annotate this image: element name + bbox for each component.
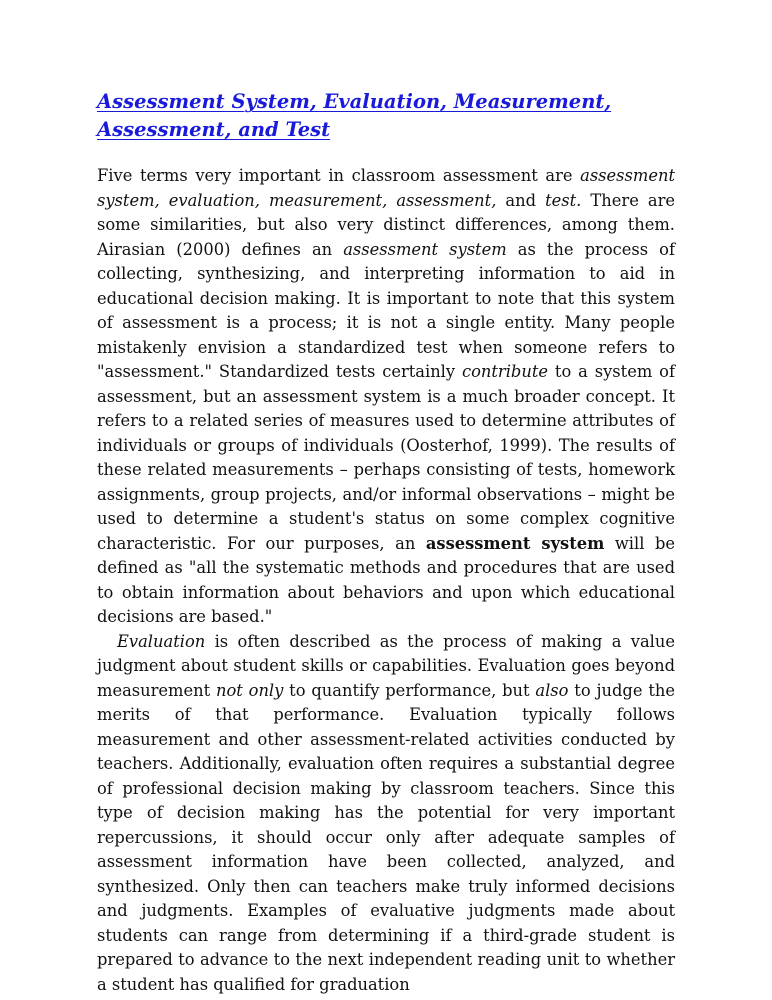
section-heading-link[interactable]: Assessment System, Evaluation, Measurement, Assessment, and Test <box>97 90 612 141</box>
emphasis-text: assessment system, evaluation, measurement, assessment, <box>97 166 675 210</box>
text-segment: to judge the merits of that performance. Evaluation typically follows measurement and other assessment-related activities conducted by teachers. Additionally, evaluation often requires a substantial degree of professional decision making by classroom teachers. Since this type of decision making has the potential for very important repercussions, it should occur only after adequate samples of assessment information have been collected, analyzed, and synthesized. Only then can teachers make truly informed decisions and judgments. Examples of evaluative judgments made about students can range from determining if a third-grade student is prepared to advance to the next independent reading unit to whether a student has qualified for graduation <box>97 680 675 994</box>
text-segment: to a system of assessment, but an assessment system is a much broader concept. It refers to a related series of measures used to determine attributes of individuals or groups of individuals (Oosterhof, 1999). The results of these related measurements – perhaps consisting of tests, homework assignments, group projects, and/or informal observations – might be used to determine a student's status on some complex cognitive characteristic. For our purposes, an <box>97 362 675 553</box>
paragraph-assessment-system <box>97 164 675 630</box>
text-segment: Five terms very important in classroom assessment are <box>97 166 581 185</box>
emphasis-text: not only <box>215 680 284 700</box>
emphasis-text: contribute <box>461 362 549 381</box>
text-segment: and <box>496 190 546 210</box>
text-segment: There are some similarities, but also very distinct differences, among them. Airasian (2000) defines an <box>97 190 676 259</box>
paragraph-evaluation <box>97 630 675 998</box>
emphasis-text: assessment system <box>343 239 507 259</box>
emphasis-text: also <box>535 680 569 700</box>
document-page <box>97 88 675 997</box>
text-segment: to quantify performance, but <box>283 680 536 700</box>
emphasis-text: test. <box>545 190 582 210</box>
text-segment: is often described as the process of making a value judgment about student skills or capabilities. Evaluation goes beyond measurement <box>97 631 675 700</box>
emphasis-text: Evaluation <box>117 631 206 651</box>
text-segment: as the process of collecting, synthesizing, and interpreting information to aid in educational decision making. It is important to note that this system of assessment is a process; it is not a single entity. Many people mistakenly envision a standardized test when someone refers to "assessment." Standardized tests certainly <box>97 239 675 381</box>
bold-term: assessment system <box>425 533 605 553</box>
text-segment: will be defined as "all the systematic methods and procedures that are used to obtain information about behaviors and upon which educational decisions are based." <box>97 533 675 626</box>
